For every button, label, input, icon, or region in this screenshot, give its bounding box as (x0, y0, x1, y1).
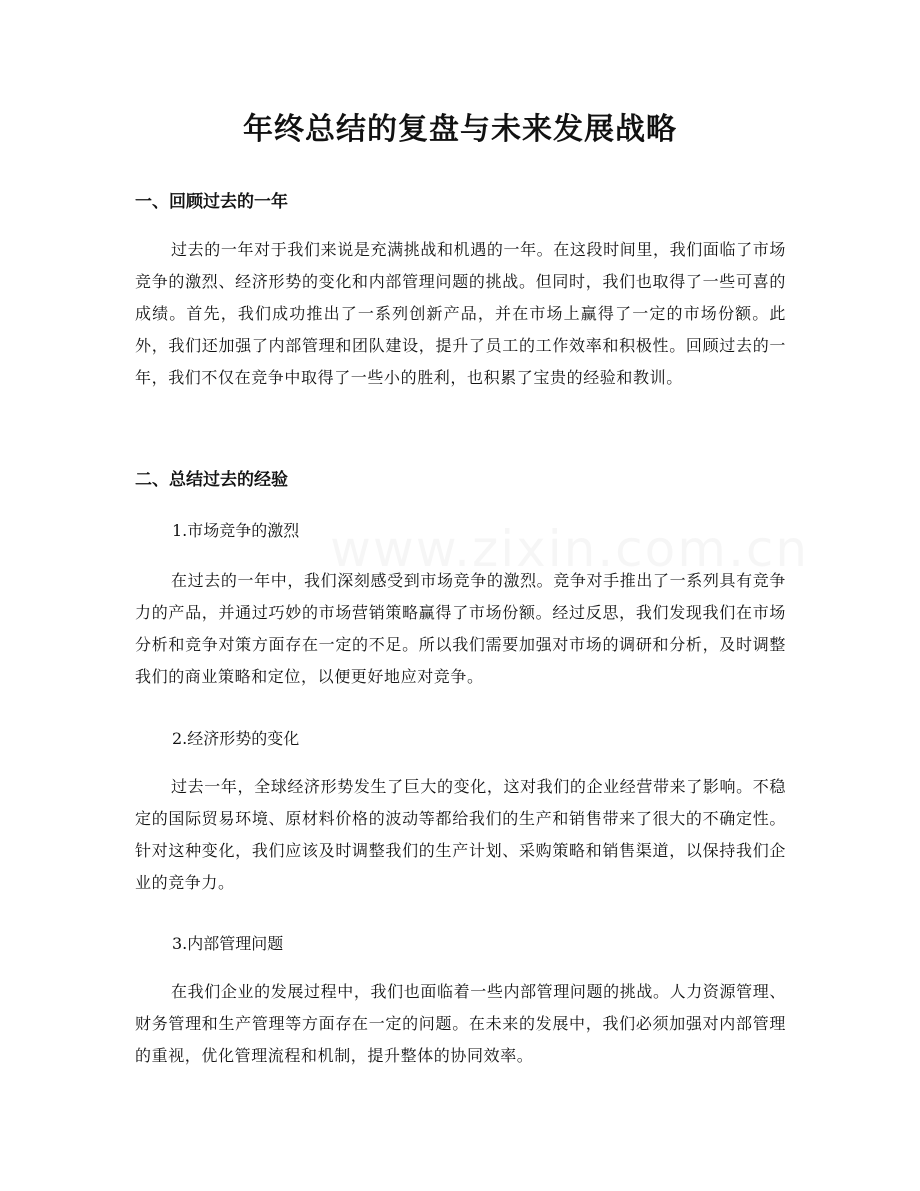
section-heading-summary: 二、总结过去的经验 (135, 470, 288, 490)
paragraph-economic-change: 过去一年，全球经济形势发生了巨大的变化，这对我们的企业经营带来了影响。不稳定的国际贸易环境、原材料价格的波动等都给我们的生产和销售带来了很大的不确定性。针对这种变化，我们应该及时调整我们的生产计划、采购策略和销售渠道，以保持我们企业的竞争力。 (135, 777, 786, 892)
document-title: 年终总结的复盘与未来发展战略 (243, 112, 677, 147)
subheading-market-competition: 1.市场竞争的激烈 (172, 521, 300, 540)
subheading-economic-change: 2.经济形势的变化 (172, 729, 300, 748)
paragraph-internal-management: 在我们企业的发展过程中，我们也面临着一些内部管理问题的挑战。人力资源管理、财务管理和生产管理等方面存在一定的问题。在未来的发展中，我们必须加强对内部管理的重视，优化管理流程和机制，提升整体的协同效率。 (135, 982, 786, 1065)
section-heading-review: 一、回顾过去的一年 (135, 192, 288, 212)
subheading-internal-management: 3.内部管理问题 (172, 934, 284, 953)
paragraph-review: 过去的一年对于我们来说是充满挑战和机遇的一年。在这段时间里，我们面临了市场竞争的激烈、经济形势的变化和内部管理问题的挑战。但同时，我们也取得了一些可喜的成绩。首先，我们成功推出了一系列创新产品，并在市场上赢得了一定的市场份额。此外，我们还加强了内部管理和团队建设，提升了员工的工作效率和积极性。回顾过去的一年，我们不仅在竞争中取得了一些小的胜利，也积累了宝贵的经验和教训。 (135, 240, 786, 387)
paragraph-market-competition: 在过去的一年中，我们深刻感受到市场竞争的激烈。竞争对手推出了一系列具有竞争力的产品，并通过巧妙的市场营销策略赢得了市场份额。经过反思，我们发现我们在市场分析和竞争对策方面存在一定的不足。所以我们需要加强对市场的调研和分析，及时调整我们的商业策略和定位，以便更好地应对竞争。 (135, 571, 786, 686)
